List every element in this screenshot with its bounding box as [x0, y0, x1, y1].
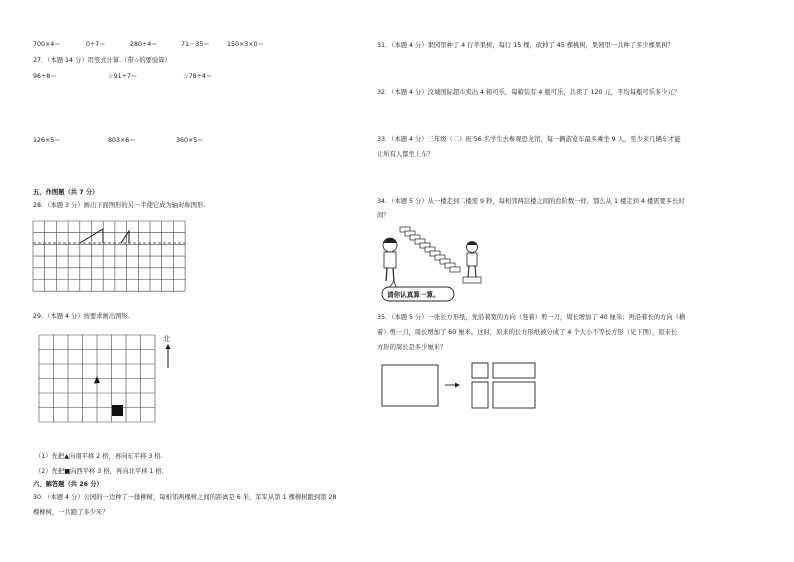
q30-text-line2: 棵柳树，一共跑了多少米？: [33, 509, 109, 516]
q27-item-3: ☆78÷4＝: [183, 73, 213, 80]
q29-part-1: （1）先把▲向南平移 2 格，再向东平移 3 格.: [35, 453, 163, 460]
oral-calc-4: 71－35＝: [181, 41, 210, 48]
north-arrow-icon: [165, 344, 171, 368]
q30-text-line1: 30．（本题 4 分）公园的一边种了一排柳树，每相邻两棵树之间的距离是 6 米，军军从第 1 棵柳树跑到第 28: [33, 494, 337, 501]
piece-top-right: [493, 363, 535, 378]
q35-text-line1: 35．（本题 5 分）一张长方形纸，先沿着宽的方向（竖着）剪一刀，周长增加了 40 厘米；再沿着长的方向（横: [377, 314, 686, 321]
square-shape: [112, 405, 123, 416]
q27-item-4: 126×5＝: [33, 137, 61, 144]
triangle-shape: [94, 376, 100, 384]
piece-top-left: [472, 363, 488, 378]
q28-grid: [33, 221, 185, 287]
q27-title: 27．（本题 14 分）用竖式计算.（带☆的要验算）: [33, 57, 171, 64]
q34-text-line1: 34．（本题 5 分）从一楼走到二楼需 9 秒，每相邻两层楼之间的台阶数一样，那么从 1 楼走到 4 楼需要多长时: [377, 198, 685, 205]
q31-text: 31．（本题 4 分）果园里种了 4 行苹果树，每行 15 棵，砍掉了 45 棵桃树，果园里一共种了多少棵果树？: [377, 42, 674, 49]
q35-text-line3: 方形的周长是多少厘米？: [377, 344, 447, 351]
oral-calc-1: 700×4＝: [33, 41, 61, 48]
q29-grid: [39, 335, 155, 431]
q35-rectangle-figure: [381, 362, 541, 410]
q33-text-line2: 让所有人都坐上车？: [377, 151, 434, 158]
section-6-heading: 六、解答题（共 26 分）: [33, 481, 103, 488]
piece-bottom-right: [493, 382, 535, 408]
q27-item-5: 803×6＝: [108, 137, 136, 144]
section-5-heading: 五、作图题（共 7 分）: [33, 189, 99, 196]
original-rectangle: [382, 365, 438, 406]
q35-text-line2: 着）剪一刀，周长增加了 60 厘米。这时，原来的长方形纸被分成了 4 个大小不等长方形（见下图），原来长: [377, 329, 678, 336]
q28-text: 28．（本题 3 分）画出下面图形的另一半使它成为轴对称图形.: [33, 202, 206, 209]
q34-text-line2: 间？: [377, 212, 390, 219]
oral-calc-5: 150×3×0＝: [227, 41, 264, 48]
q32-text: 32．（本题 4 分）汶城国际超市卖出 4 箱可乐，每箱装有 4 瓶可乐，共卖了 120 元，平均每瓶可乐多少元？: [377, 89, 681, 96]
q29-part-2: （2）先把■向西平移 3 格，再向北平移 1 格.: [35, 468, 164, 475]
oral-calc-2: 0÷7＝: [86, 41, 106, 48]
q33-text-line1: 33．（本题 4 分）三年级（二）班 56 名学生去参观恐龙馆，每一辆游览车最多乘坐 9 人，至少来几辆车才能: [377, 136, 681, 143]
q29-text: 29．（本题 4 分）按要求画出图形.: [33, 313, 130, 320]
q27-item-2: ☆91÷7＝: [108, 73, 138, 80]
north-label: 北: [163, 335, 170, 343]
piece-bottom-left: [472, 382, 488, 408]
oral-calc-3: 280÷4＝: [130, 41, 158, 48]
q27-item-1: 96÷8＝: [33, 73, 57, 80]
speech-bubble-text: 请你认真算一算。: [387, 291, 440, 299]
q27-item-6: 360×5＝: [176, 137, 204, 144]
